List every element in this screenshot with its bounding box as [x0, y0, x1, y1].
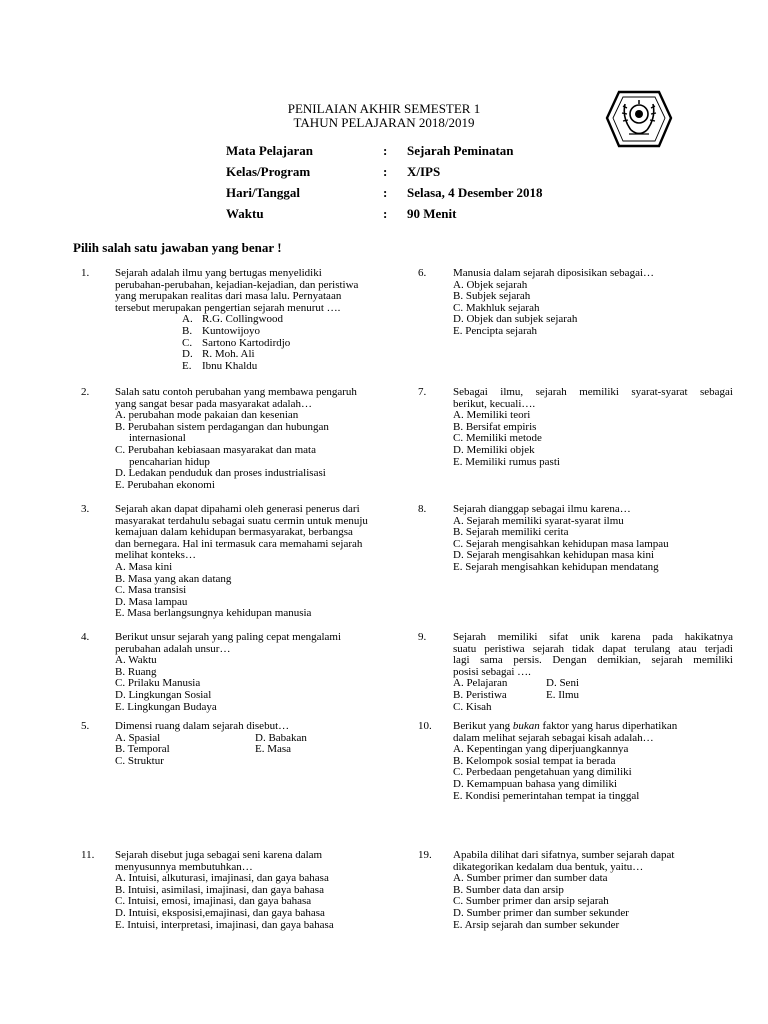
question-stem-line: Sejarah adalah ilmu yang bertugas menyelidiki	[115, 267, 322, 279]
question-stem-line: Sejarah disebut juga sebagai seni karena dalam	[115, 849, 323, 861]
answer-option: C. Sartono Kartodirdjo	[182, 336, 291, 349]
answer-option: C. Perbedaan pengetahuan yang dimiliki	[453, 766, 632, 779]
answer-option: E. Masa berlangsungnya kehidupan manusia	[115, 607, 312, 620]
question-number: 6.	[418, 267, 427, 279]
answer-option: A. Waktu	[115, 654, 157, 667]
answer-option-cont: pencaharian hidup	[129, 455, 210, 468]
question-stem-line: berikut, kecuali….	[453, 397, 536, 410]
question-stem-line: suatu peristiwa sejarah tidak dapat terulang atau terjadi	[453, 642, 733, 655]
tut-wuri-handayani-emblem-icon	[601, 88, 677, 150]
question-stem-line: perubahan adalah unsur…	[115, 642, 231, 655]
question-stem-line: perubahan-perubahan, kejadian-kejadian, dan peristiwa	[115, 278, 359, 291]
answer-option: E. Sejarah mengisahkan kehidupan mendatang	[453, 560, 659, 573]
answer-option: E. Memiliki rumus pasti	[453, 455, 560, 468]
question-stem-line: Salah satu contoh perubahan yang membawa pengaruh	[115, 386, 357, 398]
answer-option: C. Perubahan kebiasaan masyarakat dan mata	[115, 443, 316, 456]
question-stem-line: Sebagai ilmu, sejarah memiliki syarat-syarat sebagai	[453, 386, 733, 398]
answer-option: A. Sejarah memiliki syarat-syarat ilmu	[453, 514, 624, 527]
meta-colon: :	[383, 185, 388, 200]
question-stem-line: Sejarah akan dapat dipahami oleh generasi penerus dari	[115, 503, 360, 515]
meta-value: Sejarah Peminatan	[407, 143, 514, 158]
question-stem-line: melihat konteks…	[115, 549, 196, 562]
answer-option: C. Sumber primer dan arsip sejarah	[453, 895, 609, 908]
question-number: 10.	[418, 720, 432, 732]
question-stem-line: Sejarah dianggap sebagai ilmu karena…	[453, 503, 631, 515]
meta-value: 90 Menit	[407, 206, 457, 221]
meta-key: Mata Pelajaran	[226, 143, 314, 158]
answer-option: E. Intuisi, interpretasi, imajinasi, dan gaya bahasa	[115, 918, 334, 931]
question-stem-line: lagi sama persis. Dengan demikian, sejarah memiliki	[453, 654, 733, 667]
answer-option-row: B. Peristiwa E. Ilmu	[453, 688, 579, 701]
answer-option: E. Arsip sejarah dan sumber sekunder	[453, 918, 620, 931]
question-stem-line: Manusia dalam sejarah diposisikan sebagai…	[453, 267, 655, 279]
question-stem-line: Dimensi ruang dalam sejarah disebut…	[115, 720, 290, 732]
question-number: 8.	[418, 503, 427, 515]
meta-colon: :	[383, 164, 388, 179]
question-stem-line: tersebut merupakan pengertian sejarah menurut ….	[115, 301, 341, 314]
question-number: 19.	[418, 849, 432, 861]
question-stem-line: yang merupakan realitas dari masa lalu. Pernyataan	[115, 290, 342, 303]
question-number: 3.	[81, 503, 90, 515]
answer-option: E. Ibnu Khaldu	[182, 359, 258, 372]
question-stem-line: dan bernegara. Hal ini termasuk cara memahami sejarah	[115, 537, 363, 550]
question-number: 2.	[81, 386, 90, 398]
question-stem-line: yang sangat besar pada masyarakat adalah…	[115, 397, 312, 410]
question-stem-line: Berikut yang bukan faktor yang harus diperhatikan	[453, 720, 678, 732]
answer-option: E. Kondisi pemerintahan tempat ia tinggal	[453, 789, 640, 802]
answer-option: B. Kuntowijoyo	[182, 324, 261, 337]
answer-option: B. Bersifat empiris	[453, 420, 537, 433]
answer-option: B. Subjek sejarah	[453, 290, 531, 303]
answer-option: C. Memiliki metode	[453, 432, 542, 445]
answer-option: E. Pencipta sejarah	[453, 324, 537, 337]
answer-option: A. R.G. Collingwood	[182, 313, 283, 326]
answer-option: B. Intuisi, asimilasi, imajinasi, dan gaya bahasa	[115, 883, 324, 896]
answer-option: C. Intuisi, emosi, imajinasi, dan gaya bahasa	[115, 895, 312, 908]
answer-option-row: B. Temporal E. Masa	[115, 743, 292, 756]
meta-key: Hari/Tanggal	[226, 185, 300, 200]
question-stem-line: masyarakat terdahulu sebagai suatu cermin untuk menuju	[115, 514, 368, 527]
question-stem-line: posisi sebagai ….	[453, 665, 531, 678]
question-number: 9.	[418, 631, 427, 643]
question-stem-line: menyusunnya membutuhkan…	[115, 860, 253, 873]
instruction: Pilih salah satu jawaban yang benar !	[73, 240, 282, 255]
answer-option: A. Memiliki teori	[453, 409, 531, 422]
meta-value: X/IPS	[407, 164, 441, 179]
question-number: 11.	[81, 849, 95, 861]
answer-option: B. Sejarah memiliki cerita	[453, 526, 569, 539]
question-number: 4.	[81, 631, 90, 643]
answer-option: E. Perubahan ekonomi	[115, 478, 215, 491]
answer-option-row: A. Pelajaran D. Seni	[453, 677, 579, 690]
answer-option-row: C. Kisah	[453, 700, 492, 713]
meta-key: Kelas/Program	[226, 164, 311, 179]
answer-option: D. Intuisi, eksposisi,emajinasi, dan gaya bahasa	[115, 906, 325, 919]
question-stem-line: Sejarah memiliki sifat unik karena pada hakikatnya	[453, 631, 733, 643]
meta-colon: :	[383, 206, 388, 221]
answer-option: B. Perubahan sistem perdagangan dan hubungan	[115, 420, 329, 433]
answer-option: D. Kemampuan bahasa yang dimiliki	[453, 777, 618, 790]
answer-option: C. Sejarah mengisahkan kehidupan masa lampau	[453, 537, 669, 550]
meta-key: Waktu	[226, 206, 264, 221]
answer-option: E. Lingkungan Budaya	[115, 700, 217, 713]
answer-option: B. Masa yang akan datang	[115, 572, 232, 585]
answer-option: D. Lingkungan Sosial	[115, 688, 212, 701]
answer-option: A. Sumber primer dan sumber data	[453, 872, 608, 885]
answer-option: A. Objek sejarah	[453, 278, 528, 291]
answer-option: D. Ledakan penduduk dan proses industrialisasi	[115, 467, 326, 480]
question-stem-line: kemajuan dalam kehidupan bermasyarakat, berbangsa	[115, 526, 353, 539]
emphasis-word: bukan	[512, 720, 540, 732]
header-line-1: PENILAIAN AKHIR SEMESTER 1	[287, 101, 481, 116]
answer-option: A. Masa kini	[115, 560, 173, 573]
answer-option: A. perubahan mode pakaian dan kesenian	[115, 409, 299, 422]
answer-option: C. Makhluk sejarah	[453, 301, 540, 314]
answer-option: A. Intuisi, alkuturasi, imajinasi, dan gaya bahasa	[115, 872, 329, 885]
answer-option-row: C. Struktur	[115, 754, 164, 767]
answer-option: B. Ruang	[115, 665, 157, 678]
question-stem-line: Apabila dilihat dari sifatnya, sumber sejarah dapat	[453, 849, 675, 861]
answer-option: D. Sumber primer dan sumber sekunder	[453, 906, 629, 919]
question-stem-line: Berikut unsur sejarah yang paling cepat mengalami	[115, 631, 342, 643]
answer-option: B. Sumber data dan arsip	[453, 883, 564, 896]
meta-colon: :	[383, 143, 388, 158]
answer-option: D. Objek dan subjek sejarah	[453, 313, 578, 326]
question-stem-line: dikategorikan kedalam dua bentuk, yaitu…	[453, 860, 644, 873]
question-number: 5.	[81, 720, 90, 732]
answer-option: D. Masa lampau	[115, 595, 188, 608]
question-stem-line: dalam melihat sejarah sebagai kisah adalah…	[453, 731, 654, 744]
header-line-2: TAHUN PELAJARAN 2018/2019	[293, 115, 475, 130]
answer-option: C. Masa transisi	[115, 584, 187, 597]
answer-option: D. Memiliki objek	[453, 443, 535, 456]
question-number: 1.	[81, 267, 90, 279]
answer-option-row: A. Spasial D. Babakan	[115, 731, 307, 744]
question-number: 7.	[418, 386, 427, 398]
answer-option: B. Kelompok sosial tempat ia berada	[453, 754, 616, 767]
answer-option: D. Sejarah mengisahkan kehidupan masa kini	[453, 549, 655, 562]
answer-option: C. Prilaku Manusia	[115, 677, 201, 690]
meta-value: Selasa, 4 Desember 2018	[407, 185, 543, 200]
answer-option-cont: internasional	[129, 432, 186, 445]
answer-option: D. R. Moh. Ali	[182, 348, 255, 361]
answer-option: A. Kepentingan yang diperjuangkannya	[453, 743, 629, 756]
